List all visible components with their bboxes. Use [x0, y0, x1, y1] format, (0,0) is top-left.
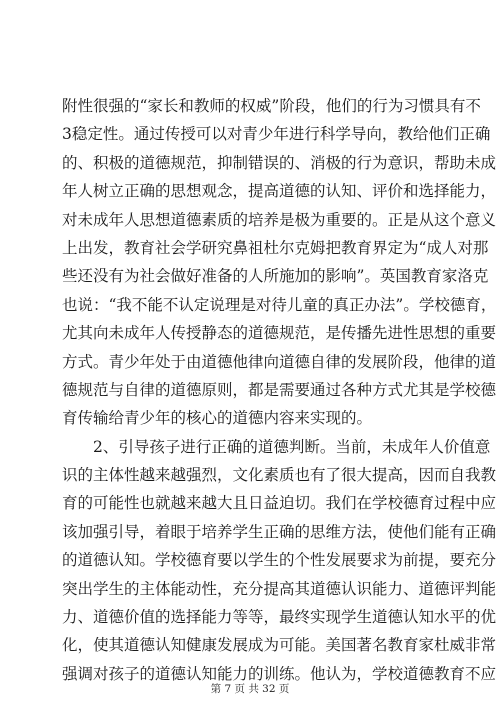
text-line: 该加强引导，着眼于培养学生正确的思维方法，使他们能有正确 — [62, 522, 497, 541]
text-line: 的道德认知。学校德育要以学生的个性发展要求为前提，要充分 — [62, 551, 497, 570]
text-line: 育传输给青少年的核心的道德内容来实现的。 — [62, 409, 373, 428]
text-line: 上出发，教育社会学研究鼻祖杜尔克姆把教育界定为“成人对那 — [62, 238, 489, 257]
text-line: 力、道德价值的选择能力等等，最终实现学生道德认知水平的优 — [62, 608, 497, 627]
text-line: 方式。青少年处于由道德他律向道德自律的发展阶段，他律的道 — [62, 352, 497, 371]
text-line: 化，使其道德认知健康发展成为可能。美国著名教育家杜威非常 — [62, 636, 497, 655]
page-footer: 第 7 页 共 32 页 — [210, 683, 290, 695]
text-line: 也说：“我不能不认定说理是对待儿童的真正办法”。学校德育， — [62, 295, 497, 314]
text-line: 对未成年人思想道德素质的培养是极为重要的。正是从这个意义 — [62, 210, 497, 229]
text-line: 突出学生的主体能动性，充分提高其道德认识能力、道德评判能 — [62, 579, 497, 598]
text-line: 德规范与自律的道德原则，都是需要通过各种方式尤其是学校德 — [62, 380, 497, 399]
text-line: 识的主体性越来越强烈，文化素质也有了很大提高，因而自我教 — [62, 466, 497, 485]
text-line: 年人树立正确的思想观念，提高道德的认知、评价和选择能力， — [62, 182, 497, 201]
text-line: 些还没有为社会做好准备的人所施加的影响”。英国教育家洛克 — [62, 267, 489, 286]
text-line: 强调对孩子的道德认知能力的训练。他认为，学校道德教育不应 — [62, 664, 497, 683]
text-line: 附性很强的“家长和教师的权威”阶段，他们的行为习惯具有不 — [62, 97, 481, 115]
text-line: 的、积极的道德规范，抑制错误的、消极的行为意识，帮助未成 — [62, 153, 497, 172]
text-line: 尤其向未成年人传授静态的道德规范，是传播先进性思想的重要 — [62, 324, 497, 343]
text-line: 3稳定性。通过传授可以对青少年进行科学导向，教给他们正确 — [62, 125, 491, 144]
paragraph-start-line: 2、引导孩子进行正确的道德判断。当前，未成年人价值意 — [93, 437, 491, 456]
body-text — [62, 92, 497, 688]
text-line: 育的可能性也就越来越大且日益迫切。我们在学校德育过程中应 — [62, 494, 497, 513]
